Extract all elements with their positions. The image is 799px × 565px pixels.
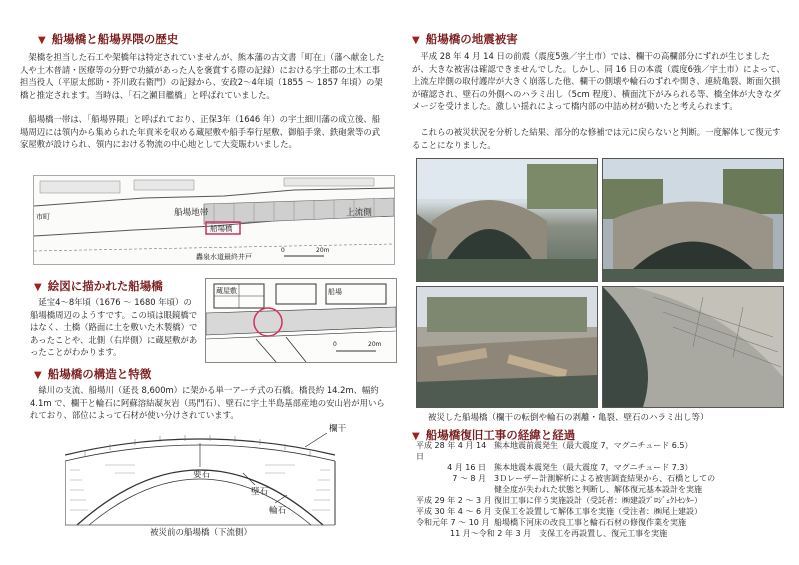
timeline-row [416,528,786,539]
section-heading-earthquake: ▼ 船場橋の地震被害 [412,32,518,46]
timeline-event: 支保工を再設置し、復元工事を実施 [539,529,668,538]
timeline-event: 3Ｄレーザー計測解析による被害調査結果から、石橋としての [494,474,716,483]
damage-photo-1-drawing [417,159,597,281]
map-label-water: 轟泉水道最終井戸 [196,253,252,261]
timeline-event: 熊本地震前震発生（最大震度 7，マグニチュード 6.5） [494,441,693,450]
map-label-ichimachi: 市町 [36,213,50,221]
triangle-icon: ▼ [412,431,420,442]
old-map-scale-zero: 0 [333,341,337,348]
timeline-row [416,484,786,495]
timeline-date: 平成 30 年 4 ～ 6 月 [416,507,492,516]
timeline-row [416,495,786,506]
history-paragraph-2: 船場橋一帯は、「船場界隈」と呼ばれており、正保3年（1646 年）の宇土細川藩の成立後、船場周辺には領内から集められた年貢米を収める蔵屋敷や船手奉行屋敷、御船手衆、鉄砲衆等の武家屋敷が設けられ、領内における物流の中心地として大変賑わいました。 [20,114,381,150]
area-map-drawing [34,176,394,264]
damage-photo-1 [416,158,598,282]
damage-photo-3 [416,286,598,408]
timeline-event: 復旧工事に伴う実施設計（受託者：㈱建設ﾌﾟﾛｼﾞｪｸﾄｾﾝﾀｰ） [494,496,702,505]
section-heading-restoration: ▼ 船場橋復旧工事の経緯と経過 [412,428,576,442]
timeline-date: 令和元年 7 ～ 10 月 [416,518,490,527]
label-rail: 欄干 [329,424,347,434]
timeline-row [416,517,786,528]
bridge-diagram [65,425,385,540]
restoration-timeline [416,440,786,539]
label-keystone: 要石 [193,470,211,480]
damage-photo-2 [602,158,784,282]
area-map [33,175,395,265]
label-ring: 輪石 [269,506,287,516]
timeline-date [416,484,494,495]
bridge-diagram-caption: 被災前の船場橋（下流側） [150,528,253,538]
damage-photo-4 [602,286,784,408]
timeline-date: 4 月 16 日 [447,463,486,472]
damage-photo-4-drawing [603,287,783,407]
timeline-event: 健全度が失われた状態と判断し、解体復元基本設計を実施 [494,485,702,494]
section-heading-painting: ▼ 絵図に描かれた船場橋 [34,279,163,293]
painting-paragraph: 延宝4～8年頃（1676 ～ 1680 年頃）の船場橋周辺のようすです。この頃は眼鏡橋ではなく、土橋（路面に土を敷いた木製橋）であったことや、北側（右岸側）に蔵屋敷があったことがわかります。 [30,297,198,358]
earthquake-paragraph: 平成 28 年 4 月 14 日の前震（震度5強／宇土市）では、欄干の高欄部分にずれが生じましたが、大きな被害は確認できませんでした。しかし、同 16 日の本震（震度6強／宇土市）によって、上流左岸側の取付護岸が大きく崩落した他、欄干の側壊や輪石のずれや開き、連続亀裂、断面欠損が確認され、壁石の外側へのハラミ出し（5cm 程度）、横面沈下がみられる等、橋全体が大きなダメージを受けました。激しい揺れによって橋内部の中詰め材が動いたと考えられます。 [412,51,785,112]
section-heading-history: ▼ 船場橋と船場界隈の歴史 [38,32,179,46]
section-heading-structure: ▼ 船場橋の構造と特徴 [34,367,152,381]
triangle-icon: ▼ [34,370,42,381]
bridge-diagram-drawing [65,425,385,540]
triangle-icon: ▼ [38,35,46,46]
old-map-label-kura: 蔵屋敷 [216,287,237,295]
map-label-upstream: 上流側 [346,208,372,218]
timeline-event: 支保工を設置して解体工事を実施（受注者：㈱尾上建設） [494,507,702,516]
structure-paragraph: 緑川の支流、船場川（延長 8,600m）に架かる単一アーチ式の石橋。橋長約 14.2m、幅約 4.1m で、欄干と輪石に阿蘇溶結凝灰岩（馬門石）、壁石に宇土半島基部産地の安山岩が用いられており、部位によって石材が使い分けされています。 [30,385,385,421]
damage-photo-caption: 被災した船場橋（欄干の転倒や輪石の剥離・亀裂、壁石のハラミ出し等） [428,413,709,423]
damage-photo-2-drawing [603,159,783,281]
timeline-event: 船場橋下河床の改良工事と輪石石材の修復作業を実施 [494,518,686,527]
triangle-icon: ▼ [34,282,42,293]
timeline-row [416,473,786,484]
timeline-date: 11 月～令和 2 年 3 月 [450,529,532,538]
old-map-scale-label: 20m [368,341,382,348]
triangle-icon: ▼ [412,35,420,46]
timeline-date: 平成 28 年 4 月 14 日 [416,441,487,461]
map-label-bridge: 船場橋 [210,224,233,233]
damage-photo-3-drawing [417,287,597,407]
right-column [400,0,799,565]
label-wall: 壁石 [251,487,269,497]
map-scale-label: 20m [316,247,330,254]
map-label-funaba: 船場地帯 [174,208,209,218]
old-map [205,278,397,363]
timeline-event: 熊本地震本震発生（最大震度 7，マグニチュード 7.3） [494,463,693,472]
map-scale-zero: 0 [281,247,285,254]
old-map-label-funaba: 船場 [328,288,342,296]
timeline-date: 7 ～ 8 月 [452,474,486,483]
earthquake-paragraph-2: これらの被災状況を分析した結果、部分的な修補では元に戻らないと判断。一度解体して復元することになりました。 [412,127,781,150]
timeline-row [416,506,786,517]
history-paragraph-1: 架橋を担当した石工や架橋年は特定されていませんが、熊本藩の古文書「町在」（藩へ献金した人や土木普請・医療等の分野で功績があった人を褒賞する際の記録）における宇土郡の土木工事担当役人（平原太郎助・芥川政右衛門）の記録から、安政2～4年頃（1855 ～ 1857 年頃）の架橋と推定されます。当時は、「石之瀬目艦橋」と呼ばれていました。 [20,52,385,100]
timeline-date: 平成 29 年 2 ～ 3 月 [416,496,492,505]
timeline-row [416,462,786,473]
timeline-row [416,440,786,462]
